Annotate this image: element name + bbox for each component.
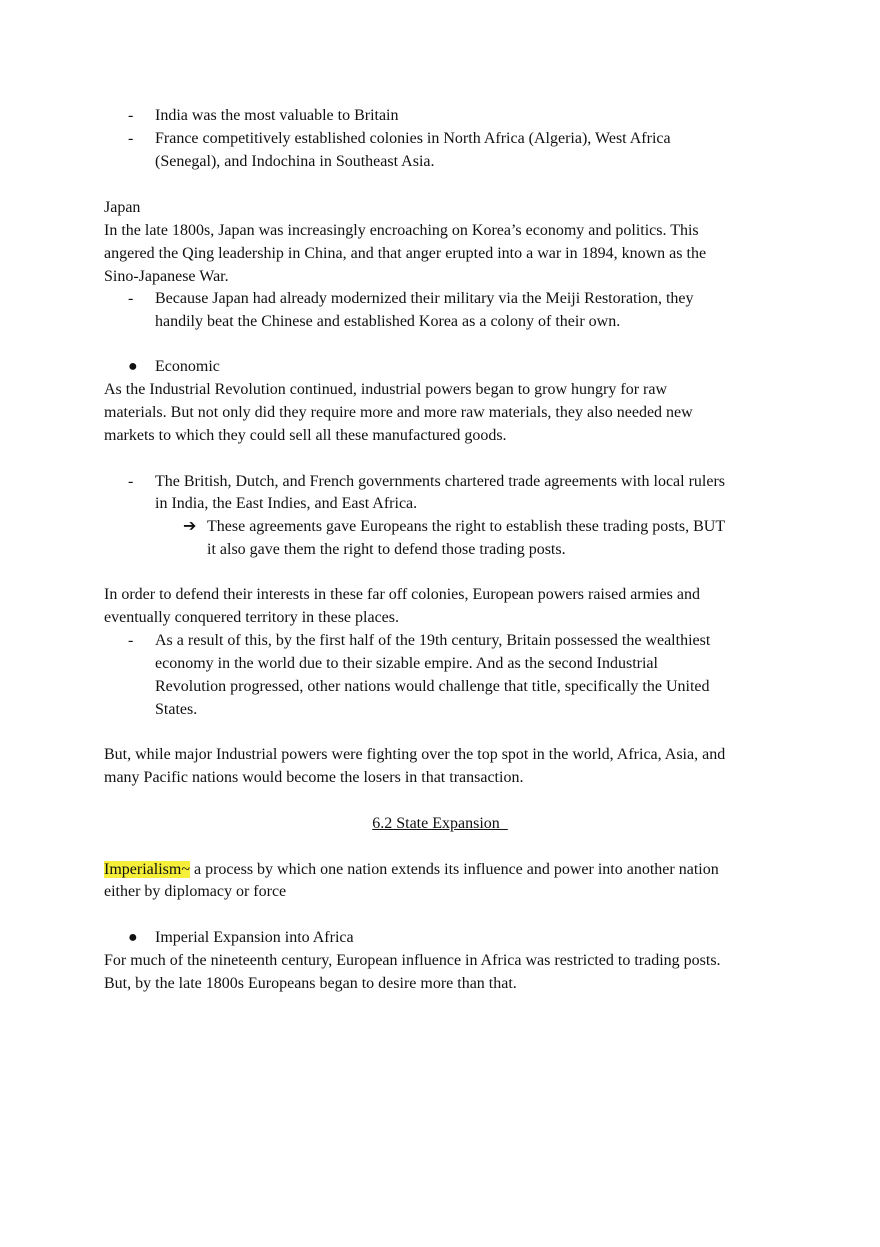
definition-line	[104, 860, 719, 880]
paragraph-line: many Pacific nations would become the losers in that transaction.	[104, 769, 524, 786]
paragraph-line: For much of the nineteenth century, European influence in Africa was restricted to trading posts.	[104, 952, 721, 969]
list-item-cont: handily beat the Chinese and established Korea as a colony of their own.	[155, 313, 621, 330]
list-item: The British, Dutch, and French governments chartered trade agreements with local rulers	[155, 473, 726, 490]
bullet-marker: ●	[128, 929, 138, 946]
paragraph-line: materials. But not only did they require more and more raw materials, they also needed new	[104, 404, 693, 421]
bullet-heading: Imperial Expansion into Africa	[155, 929, 354, 946]
list-item: France competitively established colonies in North Africa (Algeria), West Africa	[155, 130, 671, 147]
list-item: As a result of this, by the first half of the 19th century, Britain possessed the wealthiest	[155, 632, 711, 649]
paragraph-line: In order to defend their interests in these far off colonies, European powers raised armies and	[104, 586, 700, 603]
section-label: Japan	[104, 199, 141, 216]
dash-marker: -	[128, 130, 134, 147]
paragraph-line: In the late 1800s, Japan was increasingly encroaching on Korea’s economy and politics. This	[104, 222, 699, 239]
bullet-marker: ●	[128, 358, 138, 375]
list-item-cont: in India, the East Indies, and East Africa.	[155, 495, 418, 512]
bullet-heading: Economic	[155, 358, 220, 375]
list-item-cont: States.	[155, 701, 198, 718]
dash-marker: -	[128, 632, 134, 649]
paragraph-line: eventually conquered territory in these places.	[104, 609, 399, 626]
list-item-cont: Revolution progressed, other nations would challenge that title, specifically the United	[155, 678, 710, 695]
dash-marker: -	[128, 107, 134, 124]
paragraph-line: But, by the late 1800s Europeans began to desire more than that.	[104, 975, 517, 992]
dash-marker: -	[128, 290, 134, 307]
definition-line: either by diplomacy or force	[104, 883, 287, 900]
paragraph-line: angered the Qing leadership in China, and that anger erupted into a war in 1894, known as the	[104, 245, 707, 262]
arrow-marker: ➔	[183, 518, 197, 535]
definition-text: a process by which one nation extends its influence and power into another nation	[189, 861, 719, 878]
list-item: Because Japan had already modernized their military via the Meiji Restoration, they	[155, 290, 694, 307]
paragraph-line: Sino-Japanese War.	[104, 268, 229, 285]
paragraph-line: But, while major Industrial powers were fighting over the top spot in the world, Africa, Asia, and	[104, 746, 726, 763]
section-heading: 6.2 State Expansion	[372, 815, 508, 832]
sub-list-item-cont: it also gave them the right to defend those trading posts.	[207, 541, 566, 558]
highlighted-term: Imperialism~	[104, 861, 190, 878]
list-item: India was the most valuable to Britain	[155, 107, 399, 124]
paragraph-line: As the Industrial Revolution continued, industrial powers began to grow hungry for raw	[104, 381, 667, 398]
paragraph-line: markets to which they could sell all these manufactured goods.	[104, 427, 507, 444]
dash-marker: -	[128, 473, 134, 490]
list-item-cont: (Senegal), and Indochina in Southeast Asia.	[155, 153, 435, 170]
list-item-cont: economy in the world due to their sizable empire. And as the second Industrial	[155, 655, 658, 672]
sub-list-item: These agreements gave Europeans the right to establish these trading posts, BUT	[207, 518, 726, 535]
